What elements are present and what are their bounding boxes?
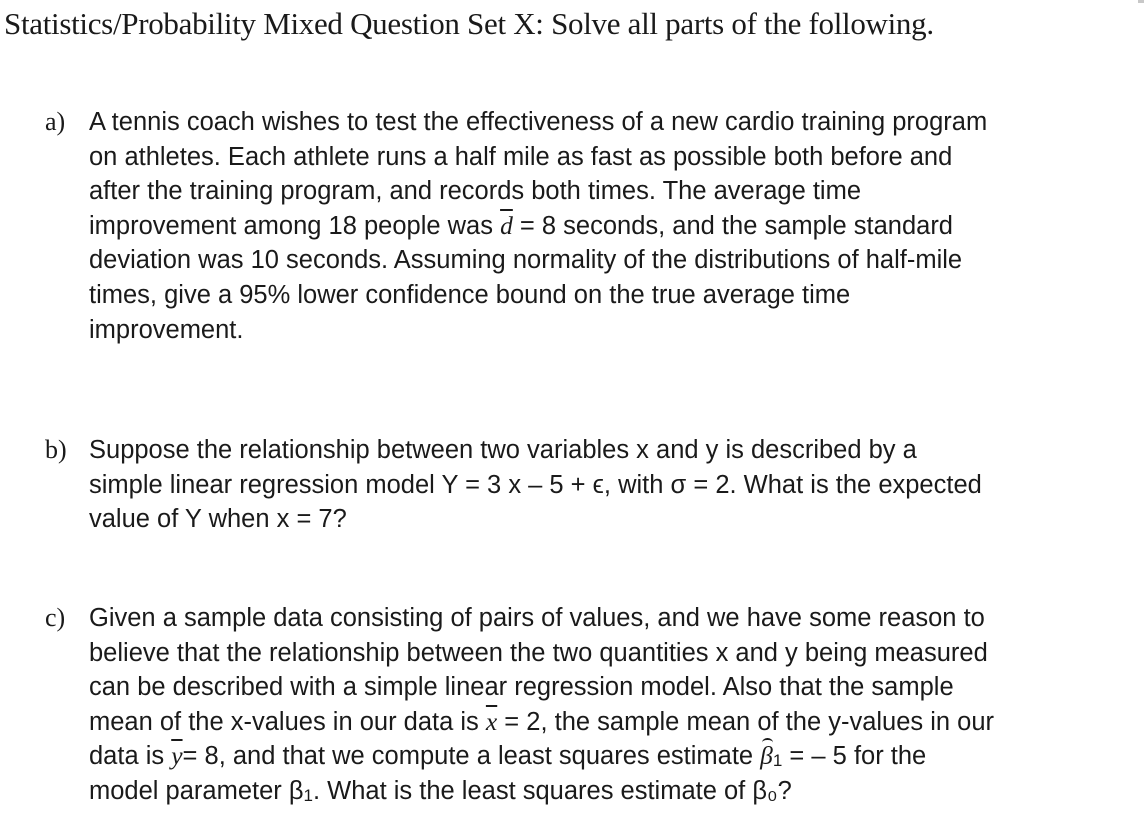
question-line: times, give a 95% lower confidence bound on the true average time (89, 280, 851, 309)
question-line (89, 774, 1139, 809)
question-line (89, 705, 1139, 740)
question-line: after the training program, and records both times. The average time (89, 177, 862, 206)
line-text: improvement among 18 people was (89, 211, 501, 240)
subscript: 1 (303, 785, 313, 805)
question-line: believe that the relationship between the two quantities x and y being measured (89, 638, 988, 667)
line-text: mean of the x-values in our data is (89, 707, 486, 736)
line-text: data is (89, 742, 172, 771)
subscript: 1 (772, 751, 783, 771)
question-line: deviation was 10 seconds. Assuming normality of the distributions of half-mile (89, 246, 963, 275)
line-text: model parameter β (89, 776, 304, 805)
question-line (89, 209, 1139, 244)
line-text: = – 5 for the (782, 742, 927, 771)
question-c-label: c) (45, 603, 66, 632)
question-line: A tennis coach wishes to test the effectiveness of a new cardio training program (89, 108, 988, 136)
question-line: value of Y when x = 7? (89, 505, 347, 534)
question-line (89, 739, 1139, 774)
question-line: Suppose the relationship between two variables x and y is described by a (89, 436, 917, 464)
question-c-text (89, 601, 1139, 809)
question-line: on athletes. Each athlete runs a half mile as fast as possible both before and (89, 142, 953, 171)
question-line: can be described with a simple linear regression model. Also that the sample (89, 673, 954, 702)
d-bar-symbol: $\overline{d}$ (500, 210, 513, 240)
line-text: . What is the least squares estimate of β₀? (312, 776, 792, 805)
line-text: = 8 seconds, and the sample standard (512, 211, 953, 240)
beta-hat-symbol: β (760, 739, 773, 774)
question-line: Given a sample data consisting of pairs of values, and we have some reason to (89, 604, 985, 632)
question-line: simple linear regression model Y = 3 x – 5 + ϵ, with σ = 2. What is the expected (89, 470, 982, 499)
question-a-label: a) (45, 107, 66, 136)
x-bar-symbol: $\overline{x}$ (485, 706, 498, 736)
line-text: = 2, the sample mean of the y-values in our (497, 707, 995, 736)
question-b-text (89, 433, 1139, 537)
line-text: = 8, and that we compute a least squares estimate (182, 742, 761, 771)
y-bar-symbol: $\overline{y}$ (171, 741, 183, 771)
corner-mark (1138, 0, 1144, 3)
question-b-label: b) (45, 435, 67, 464)
question-line: improvement. (89, 315, 244, 344)
question-a-text (89, 105, 1139, 347)
page-title: Statistics/Probability Mixed Question Set X: Solve all parts of the following. (4, 6, 934, 41)
